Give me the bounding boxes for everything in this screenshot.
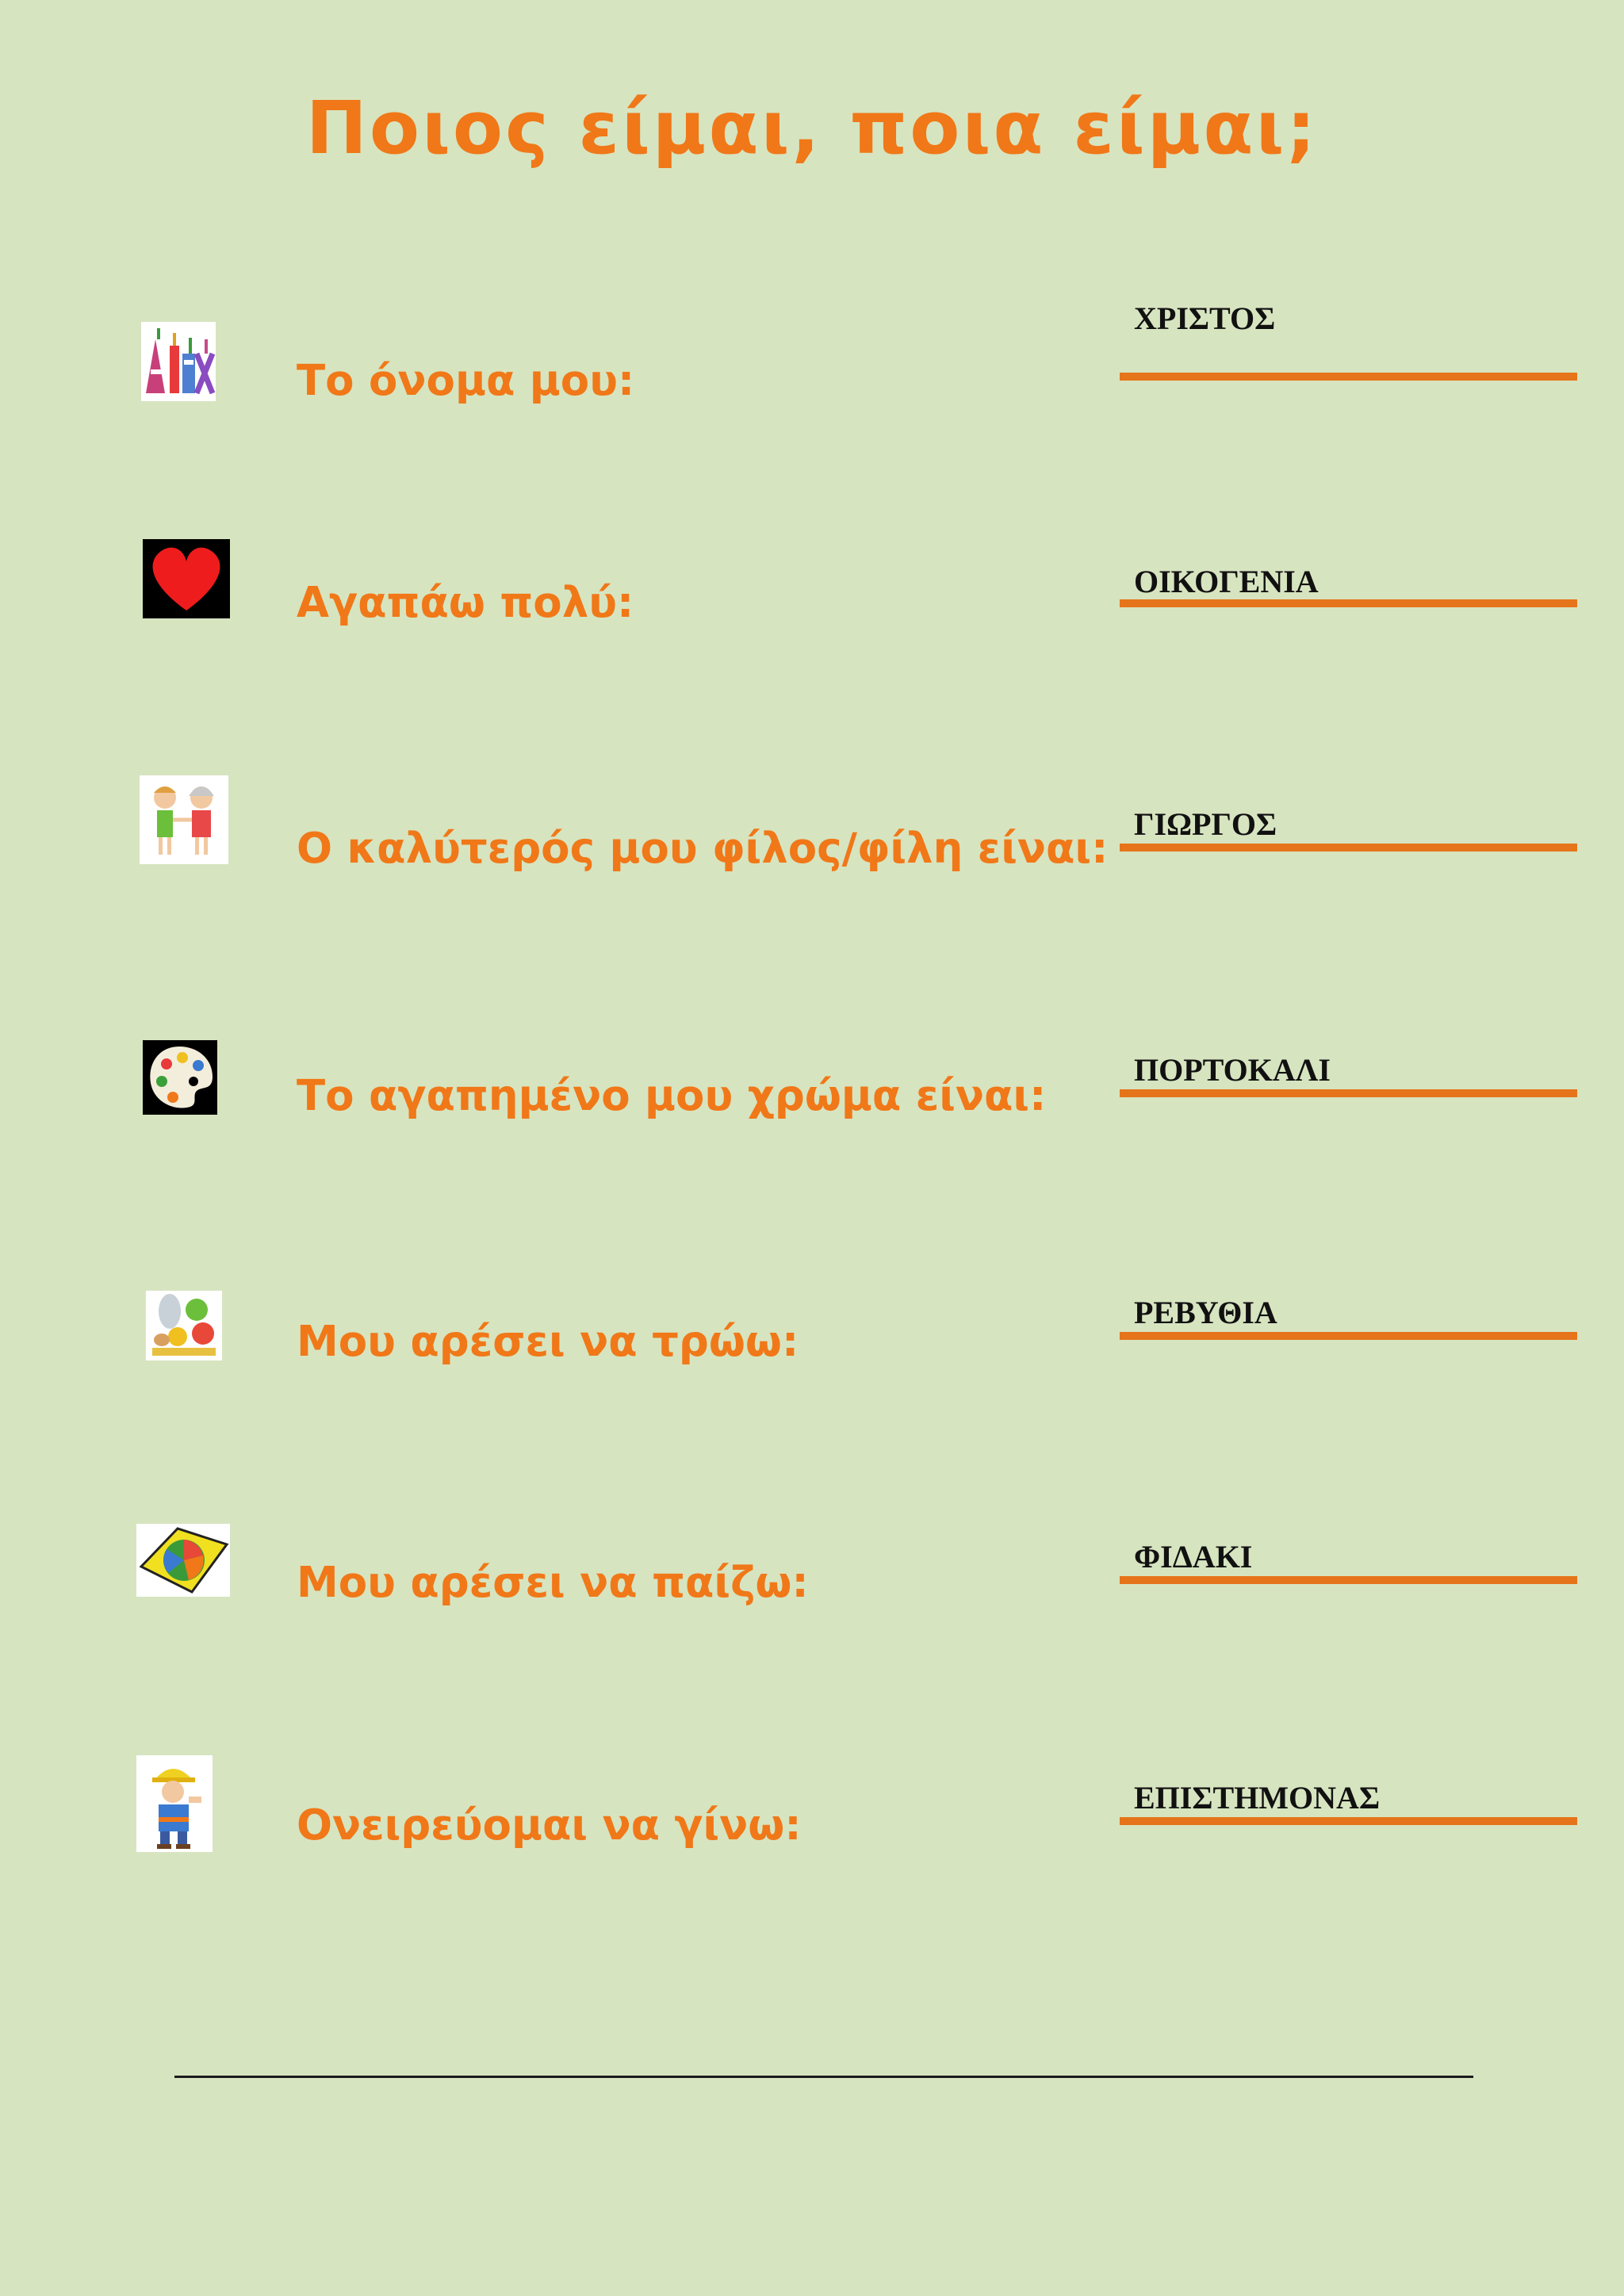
board-game-icon <box>136 1524 230 1597</box>
row-love <box>0 523 1624 682</box>
row-answer: ΠΟΡΤΟΚΑΛΙ <box>1134 1052 1331 1088</box>
paint-palette-icon <box>143 1040 217 1115</box>
answer-underline <box>1120 1332 1577 1340</box>
answer-underline <box>1120 1576 1577 1584</box>
name-letters-icon <box>141 322 216 401</box>
row-answer: ΡΕΒΥΘΙΑ <box>1134 1295 1277 1330</box>
row-label: Μου αρέσει να τρώω: <box>297 1318 799 1366</box>
answer-underline <box>1120 1817 1577 1825</box>
builder-icon <box>136 1755 213 1852</box>
row-label: Μου αρέσει να παίζω: <box>297 1559 809 1607</box>
heart-icon <box>143 539 230 618</box>
answer-underline <box>1120 373 1577 381</box>
row-best-friend <box>0 761 1624 920</box>
friends-icon <box>140 775 228 864</box>
row-label: Αγαπάω πολύ: <box>297 579 634 627</box>
row-name <box>0 285 1624 444</box>
row-answer: ΧΡΙΣΤΟΣ <box>1134 300 1276 336</box>
row-label: Ονειρεύομαι να γίνω: <box>297 1801 802 1850</box>
row-favourite-colour <box>0 1031 1624 1189</box>
answer-underline <box>1120 1089 1577 1097</box>
page-title: Ποιος είμαι, ποια είμαι; <box>305 86 1319 170</box>
row-food <box>0 1276 1624 1435</box>
row-answer: ΓΙΩΡΓΟΣ <box>1134 806 1277 842</box>
row-answer: ΟΙΚΟΓΕΝΙΑ <box>1134 564 1319 599</box>
row-answer: ΕΠΙΣΤΗΜΟΝΑΣ <box>1134 1780 1381 1816</box>
row-label: Το όνομα μου: <box>297 357 635 405</box>
row-dream-job <box>0 1752 1624 1911</box>
row-label: Το αγαπημένο μου χρώμα είναι: <box>297 1072 1047 1120</box>
row-play <box>0 1521 1624 1679</box>
row-label: Ο καλύτερός μου φίλος/φίλη είναι: <box>297 825 1109 873</box>
vegetables-icon <box>146 1291 222 1360</box>
bottom-divider <box>174 2076 1473 2078</box>
row-answer: ΦΙΔΑΚΙ <box>1134 1539 1253 1575</box>
answer-underline <box>1120 599 1577 607</box>
answer-underline <box>1120 844 1577 851</box>
